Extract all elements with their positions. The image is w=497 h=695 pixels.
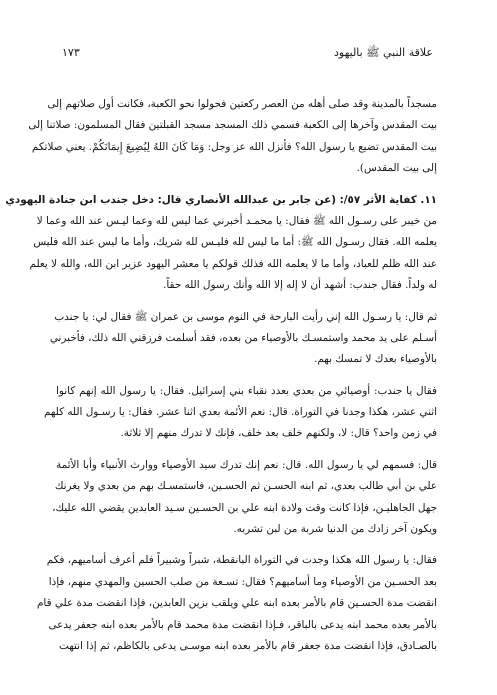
text-line: بيت المقدس تضيع يا رسول الله؟ فأنزل الله عز وجل: وَمَا كَانَ اللهُ لِيُضِيعَ إِيمَانَكُمْ. يعني صلاتكم: [31, 140, 437, 153]
page-header: [0, 44, 497, 64]
text-line: في زمن واحد؟ قال: لا، ولكنهم خلف بعد خلف، فإنك لا تدرك منهم إلا ثلاثة.: [120, 427, 437, 440]
text-line: له ولداً. فقال جندب: أشهد أن لا إله إلا الله وأنك رسول الله حقاً.: [163, 279, 437, 292]
text-line: مسجداً بالمدينة وقد صلى أهله من العصر ركعتين فحولوا نحو الكعبة، فكانت أول صلاتهم إلى: [47, 98, 437, 110]
page-number: ١٧٣: [62, 46, 80, 59]
text-line: علي بن أبي طالب بعدي، ثم ابنه الحسـن ثم الحسـين، فاستمسـك بهم من بعدي ولا يغرنك: [54, 480, 437, 493]
text-line: جهل الجاهليـن، فإذا كانت وقت ولادة ابنه علي بن الحسـين سـيد العابدين يقضي الله عليك،: [52, 501, 437, 514]
running-title: علاقة النبي ﷺ باليهود: [333, 46, 433, 59]
text-line: عند الله ظلم للعباد، وأما ما لا يعلمه الله فذلك قولكم يا معشر اليهود عزير ابن الله، والله لا يعلم: [29, 257, 437, 270]
text-line: بالأمر بعده محمد ابنه يدعى بالباقر، فـإذا انقضت مدة محمد قام بالأمر بعده ابنه جعفر يدعى: [48, 618, 437, 631]
body-paragraph: [28, 94, 437, 180]
text-line: قال: فسمهم لي يا رسول الله. قال: نعم إنك تدرك سيد الأوصياء ووارث الأنبياء وأبا الأئمة: [56, 458, 437, 471]
text-line: فقال يا جندب: أوصيائي من بعدي بعدد نقباء بني إسرائيل. فقال: يا رسول الله إنهم كانوا: [56, 384, 437, 397]
body-paragraph: [36, 550, 437, 657]
text-line: أسـلم على يد محمد واستمسـك بالأوصياء من بعده، فقد أسلمت فرزقني الله ذلك، فأخبرني: [49, 331, 437, 344]
body-paragraph: [43, 381, 437, 445]
body-paragraph: [52, 455, 437, 541]
text-line: بالأوصياء بعدك لا تمسك بهم.: [314, 353, 437, 366]
hadith-paragraph: [5, 190, 437, 297]
section-heading: ١١. كفاية الأثر ٥٧/: (عن جابر بن عبدالله الأنصاري قال: دخل جندب ابن جنادة اليهودي: [5, 193, 437, 206]
text-line: بالصـادق، فإذا انقضت مدة جعفر قام بالأمر بعده ابنه موسـى يدعى بالكاظم، ثم إذا انتهت: [59, 639, 437, 652]
text-line: إلى بيت المقدس).: [356, 162, 437, 175]
text-line: ويكون آخر زادك من الدنيا شربة من لبن تشربه.: [233, 523, 437, 536]
page-body: [5, 94, 437, 667]
body-paragraph: [49, 307, 437, 371]
text-line: ثم قال: يا رسـول الله إني رأيت البارحة في النوم موسى بن عمران ﷺ فقال لي: يا جندب: [54, 310, 437, 323]
text-line: فقال: يا رسول الله هكذا وجدت في التوراة البانقطة، شبراً وشبيراً فلم أعرف أساميهم، فكم: [46, 554, 437, 567]
text-line: يعلمه الله. فقال رسـول الله ﷺ: أما ما ليس لله فليـس لله شريك، وأما ما ليس عند الله فليس: [33, 236, 437, 249]
text-line: انقضت مدة الحسـين قام بالأمر بعده ابنه علي ويلقب بزين العابدين، فإذا انقضت مدة علي قام: [36, 597, 437, 610]
text-line: بيت المقدس وآخرها إلى الكعبة فسمي ذلك المسجد مسجد القبلتين فقال المسلمون: صلاتنا إلى: [28, 119, 437, 132]
text-line: من خيبر على رسـول الله ﷺ فقال: يا محمـد أخبرني عما ليس لله وعما ليـس عند الله وعما لا: [36, 214, 437, 227]
text-line: بعد الحسـين من الأوصياء وما أساميهم؟ فقال: تسـعة من صلب الحسين والمهدي منهم، فإذا: [48, 575, 437, 588]
text-line: اثني عشر، هكذا وجدنا في التوراة. قال: نعم الأئمة بعدي اثنا عشر. فقال: يا رسـول الله كلهم: [43, 406, 437, 419]
